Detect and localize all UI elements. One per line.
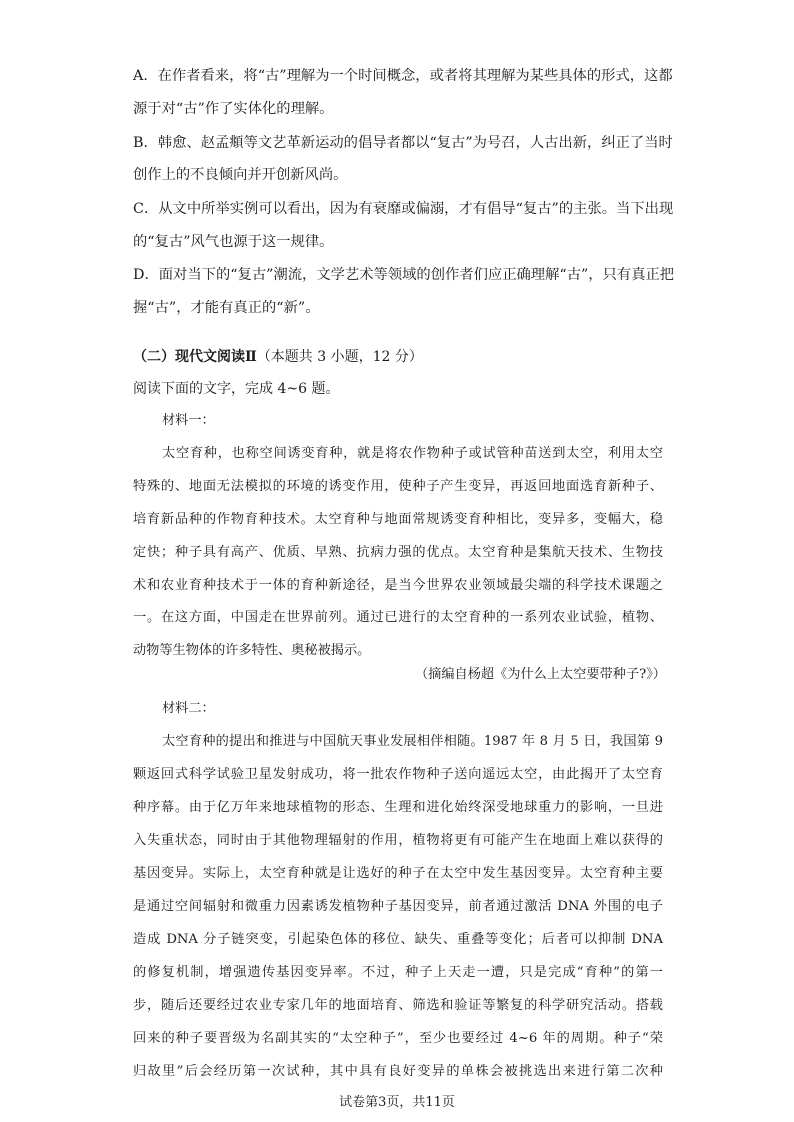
material-1-line: 培育新品种的作物育种技术。太空育种与地面常规诱变育种相比，变异多，变幅大，稳 <box>133 512 663 527</box>
material-2-line: 归故里”后会经历第一次试种，其中具有良好变异的单株会被挑选出来进行第二次种 <box>133 1064 663 1079</box>
material-2-line: 种序幕。由于亿万年来地球植物的形态、生理和进化始终深受地球重力的影响，一旦进 <box>133 800 663 815</box>
option-a-line-1: A．在作者看来，将“古”理解为一个时间概念，或者将其理解为某些具体的形式，这都 <box>133 68 673 84</box>
section-heading-title: （二）现代文阅读Ⅱ <box>133 349 257 365</box>
option-b-line-2: 创作上的不良倾向并开创新风尚。 <box>133 167 348 183</box>
material-2-line: 回来的种子要晋级为名副其实的“太空种子”，至少也要经过 4~6 年的周期。种子“荣 <box>133 1031 663 1046</box>
material-2-line: 步，随后还要经过农业专家几年的地面培育、筛选和验证等繁复的科学研究活动。搭载 <box>133 998 663 1013</box>
material-2-line: 太空育种的提出和推进与中国航天事业发展相伴相随。1987 年 8 月 5 日，我国第 9 <box>162 734 663 749</box>
material-2-line: 入失重状态，同时由于其他物理辐射的作用，植物将更有可能产生在地面上难以获得的 <box>133 833 663 848</box>
option-c-line-1: C．从文中所举实例可以看出，因为有衰靡或偏溺，才有倡导“复古”的主张。当下出现 <box>133 201 674 217</box>
material-1-line: 术和农业育种技术于一体的育种新途径，是当今世界农业领域最尖端的科学技术课题之 <box>133 578 663 593</box>
material-1-line: 动物等生物体的许多特性、奥秘被揭示。 <box>133 643 371 658</box>
option-b-line-1: B．韩愈、赵孟頫等文艺革新运动的倡导者都以“复古”为号召，人古出新，纠正了当时 <box>133 135 673 151</box>
material-1-line: 一。在这方面，中国走在世界前列。通过已进行的太空育种的一系列农业试验，植物、 <box>133 610 663 625</box>
material-1-line: 太空育种，也称空间诱变育种，就是将农作物种子或试管种苗送到太空，利用太空 <box>162 446 663 461</box>
section-heading-detail: （本题共 3 小题，12 分） <box>256 349 423 365</box>
material-2-line: 是通过空间辐射和微重力因素诱发植物种子基因变异，前者通过激活 DNA 外围的电子 <box>133 899 663 914</box>
material-2-line: 基因变异。实际上，太空育种就是让选好的种子在太空中发生基因变异。太空育种主要 <box>133 866 663 881</box>
material-1-line: 特殊的、地面无法模拟的环境的诱变作用，使种子产生变异，再返回地面选育新种子、 <box>133 479 663 494</box>
material-1-line: 定快；种子具有高产、优质、早熟、抗病力强的优点。太空育种是集航天技术、生物技 <box>133 545 663 560</box>
material-2-label: 材料二： <box>162 701 215 716</box>
material-2-line: 颗返回式科学试验卫星发射成功，将一批农作物种子送向遥远太空，由此揭开了太空育 <box>133 767 663 782</box>
material-2-line: 造成 DNA 分子链突变，引起染色体的移位、缺失、重叠等变化；后者可以抑制 DNA <box>133 932 663 947</box>
option-d-line-2: 握“古”，才能有真正的“新”。 <box>133 300 320 316</box>
page-footer: 试卷第3页，共11页 <box>339 1095 455 1110</box>
section-instruction: 阅读下面的文字，完成 4~6 题。 <box>133 381 340 397</box>
material-1-source: （摘编自杨超《为什么上太空要带种子?》） <box>414 667 666 682</box>
material-1-label: 材料一： <box>162 413 215 428</box>
section-heading <box>133 347 423 367</box>
material-2-line: 的修复机制，增强遗传基因变异率。不过，种子上天走一遭，只是完成“育种”的第一 <box>133 965 663 980</box>
option-c-line-2: 的“复古”风气也源于这一规律。 <box>133 234 334 250</box>
option-d-line-1: D．面对当下的“复古”潮流，文学艺术等领域的创作者们应正确理解“古”，只有真正把 <box>133 267 675 283</box>
option-a-line-2: 源于对“古”作了实体化的理解。 <box>133 101 334 117</box>
